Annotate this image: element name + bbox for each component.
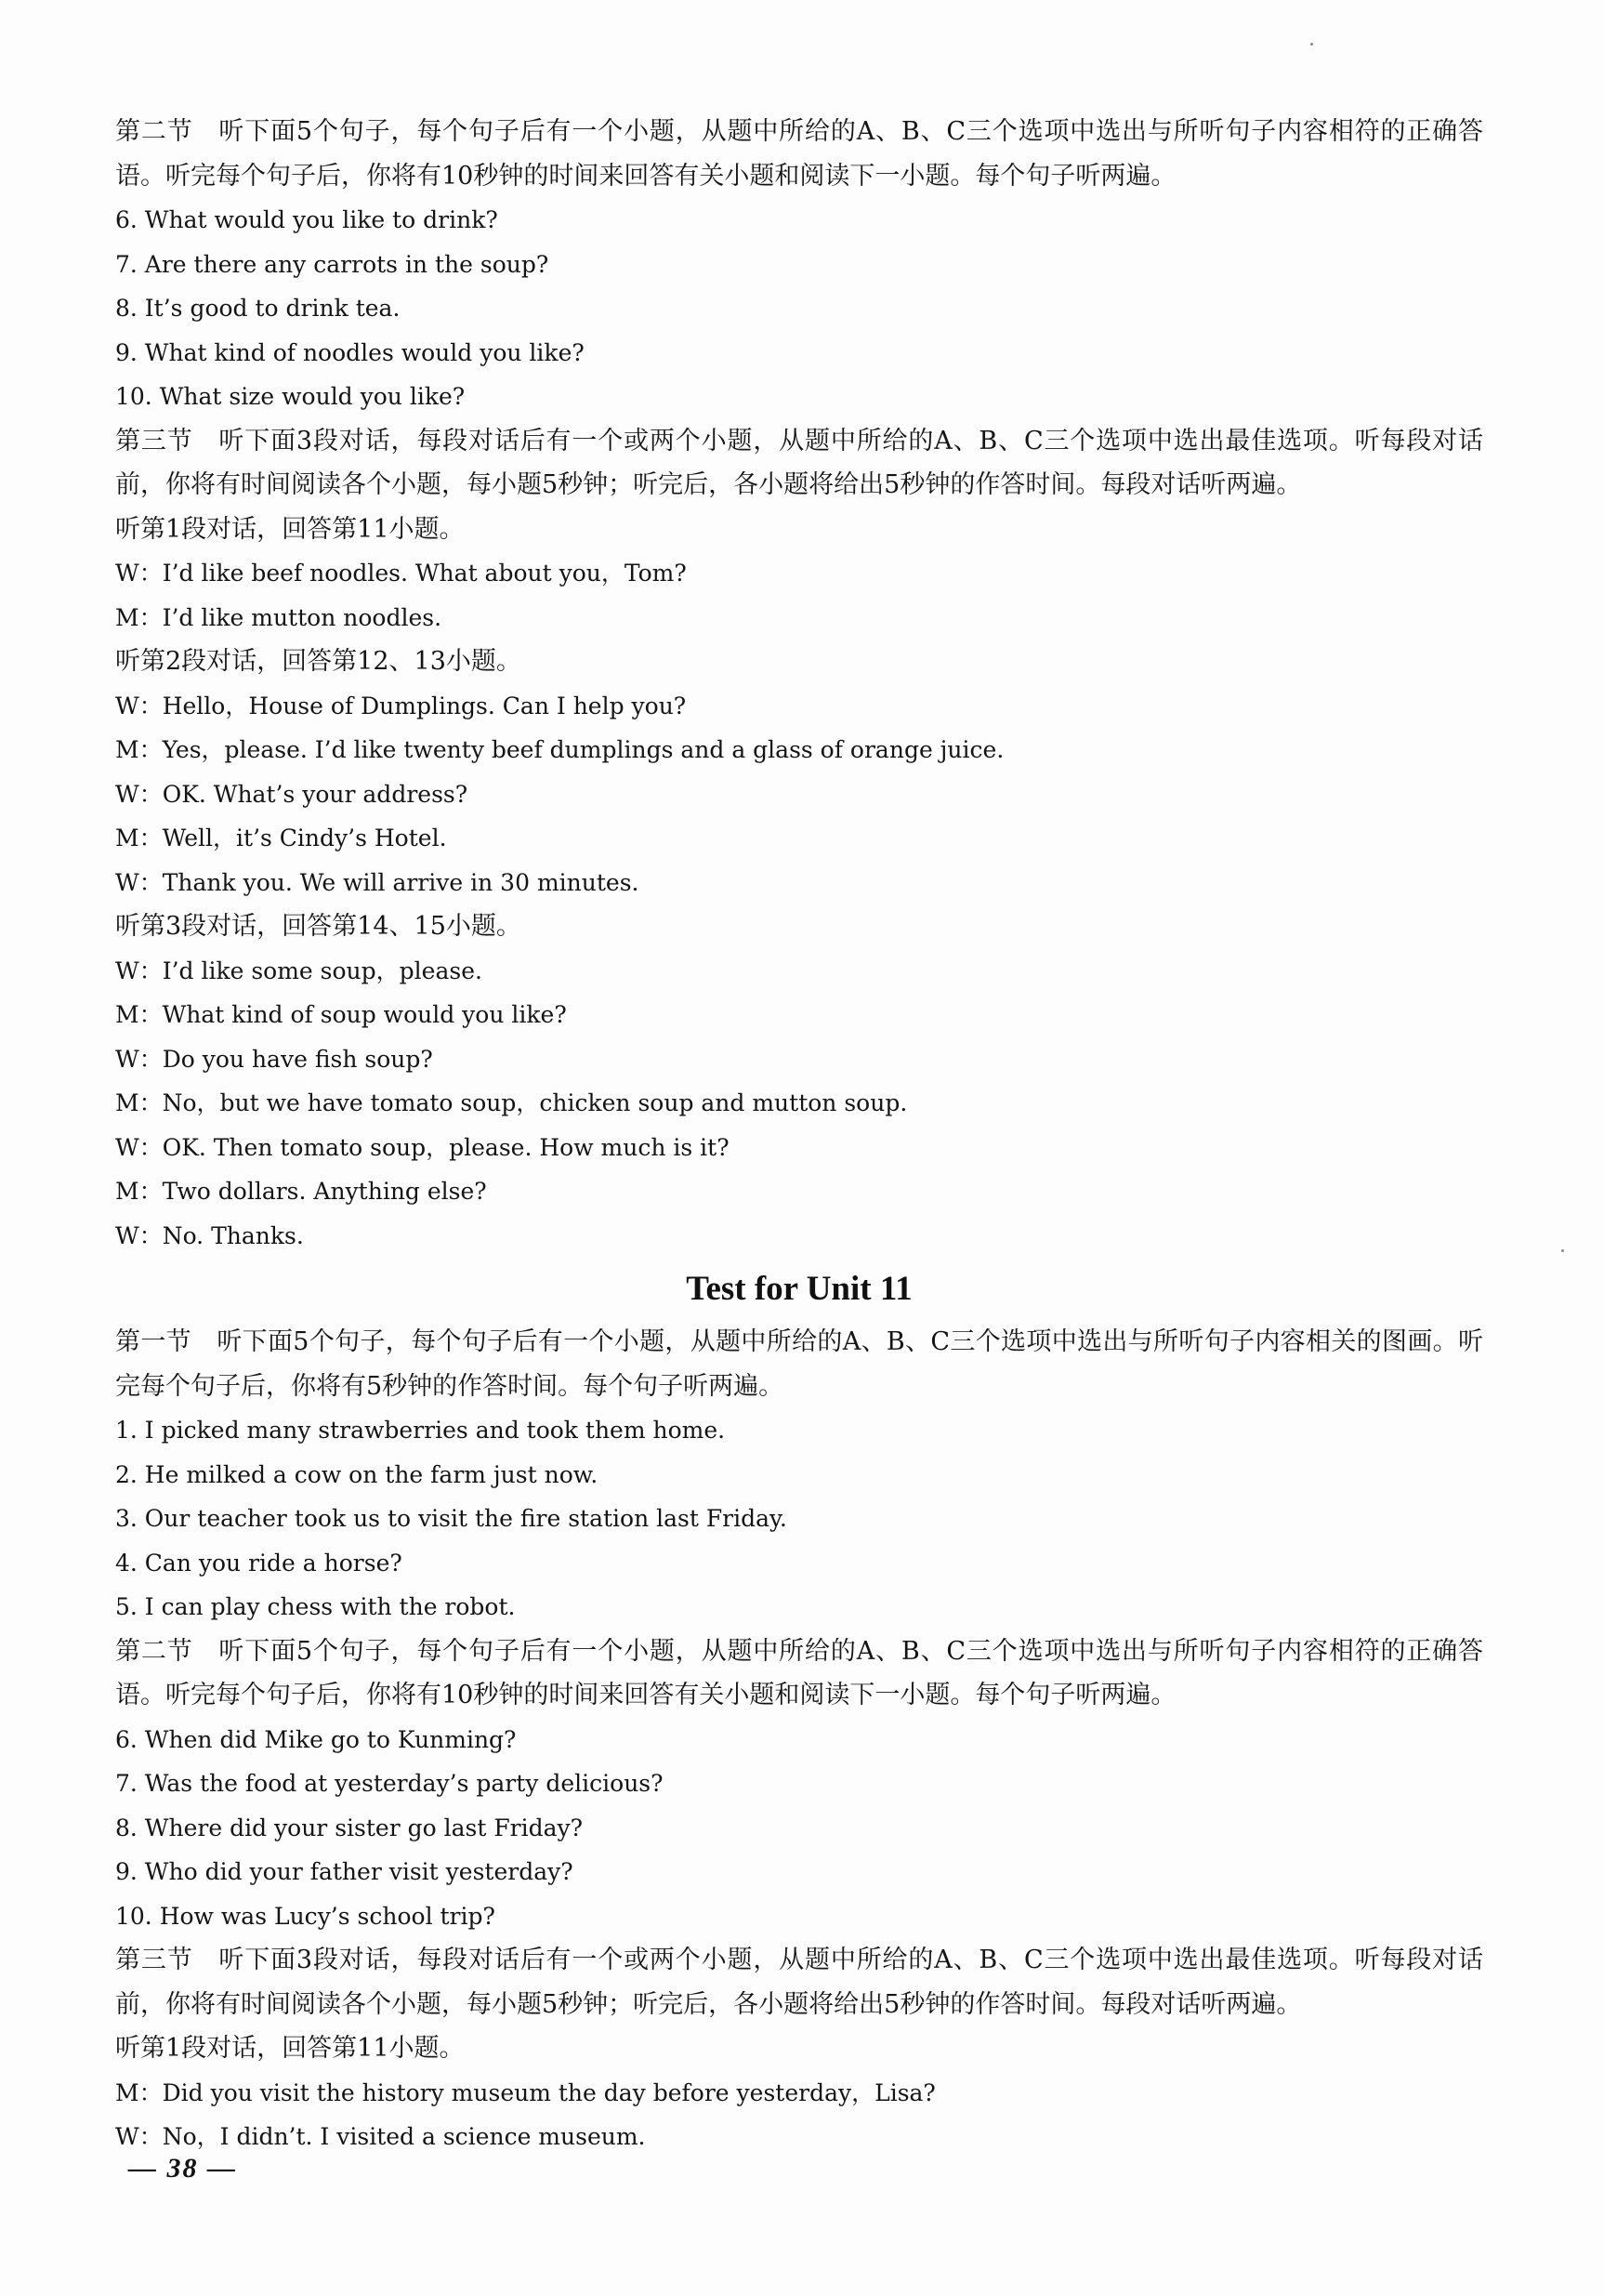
dialogue-line: W：Do you have fish soup? (115, 1045, 433, 1073)
unit10-section3-instruction: 第三节 听下面3段对话，每段对话后有一个或两个小题，从题中所给的A、B、C三个选项中选出最佳选项。听每段对话前，你将有时间阅读各个小题，每小题5秒钟；听完后，各小题将给出5秒钟的作答时间。每段对话听两遍。 (115, 426, 1483, 499)
sentence-9: 9. Who did your father visit yesterday? (115, 1858, 573, 1885)
unit11-section1-instruction: 第一节 听下面5个句子，每个句子后有一个小题，从题中所给的A、B、C三个选项中选出与所听句子内容相关的图画。听完每个句子后，你将有5秒钟的作答时间。每个句子听两遍。 (115, 1327, 1483, 1401)
page-number: — 38 — (128, 2153, 237, 2184)
unit10-dialogue3-heading: 听第3段对话，回答第14、15小题。 (115, 912, 521, 941)
sentence-5: 5. I can play chess with the robot. (115, 1593, 516, 1620)
sentence-1: 1. I picked many strawberries and took them home. (115, 1417, 726, 1444)
dialogue-line: M：I’d like mutton noodles. (115, 603, 442, 631)
scan-speck (1310, 43, 1313, 46)
unit11-dialogue1-heading: 听第1段对话，回答第11小题。 (115, 2034, 465, 2063)
dialogue-line: W：I’d like beef noodles. What about you，Tom? (115, 560, 687, 587)
sentence-10: 10. How was Lucy’s school trip? (115, 1902, 495, 1930)
sentence-2: 2. He milked a cow on the farm just now. (115, 1460, 598, 1488)
dialogue-line: M：No，but we have tomato soup，chicken soup and mutton soup. (115, 1089, 908, 1116)
dialogue-line: M：Yes，please. I’d like twenty beef dumplings and a glass of orange juice. (115, 736, 1005, 763)
sentence-6: 6. When did Mike go to Kunming? (115, 1725, 517, 1753)
dialogue-line: W：No，I didn’t. I visited a science museum. (115, 2123, 646, 2150)
sentence-4: 4. Can you ride a horse? (115, 1549, 402, 1577)
sentence-8: 8. It’s good to drink tea. (115, 295, 401, 322)
sentence-7: 7. Was the food at yesterday’s party delicious? (115, 1770, 664, 1797)
dialogue-line: M：Well，it’s Cindy’s Hotel. (115, 825, 447, 851)
sentence-10: 10. What size would you like? (115, 383, 466, 410)
unit11-section3-instruction: 第三节 听下面3段对话，每段对话后有一个或两个小题，从题中所给的A、B、C三个选项中选出最佳选项。听每段对话前，你将有时间阅读各个小题，每小题5秒钟；听完后，各小题将给出5秒钟的作答时间。每段对话听两遍。 (115, 1946, 1483, 2019)
dialogue-line: M：Two dollars. Anything else? (115, 1178, 487, 1205)
dialogue-line: W：Hello，House of Dumplings. Can I help you? (115, 692, 687, 719)
unit10-dialogue1-heading: 听第1段对话，回答第11小题。 (115, 514, 465, 544)
unit11-section2-instruction: 第二节 听下面5个句子，每个句子后有一个小题，从题中所给的A、B、C三个选项中选出与所听句子内容相符的正确答语。听完每个句子后，你将有10秒钟的时间来回答有关小题和阅读下一小题。每个句子听两遍。 (115, 1636, 1483, 1709)
dialogue-line: W：OK. Then tomato soup，please. How much is it? (115, 1133, 730, 1161)
dialogue-line: W：Thank you. We will arrive in 30 minutes. (115, 868, 639, 896)
dialogue-line: M：What kind of soup would you like? (115, 1001, 567, 1028)
dialogue-line: W：I’d like some soup，please. (115, 957, 482, 984)
unit10-dialogue2-heading: 听第2段对话，回答第12、13小题。 (115, 647, 521, 676)
page-content (115, 110, 1483, 2159)
sentence-9: 9. What kind of noodles would you like? (115, 338, 585, 366)
unit10-section2-instruction: 第二节 听下面5个句子，每个句子后有一个小题，从题中所给的A、B、C三个选项中选出与所听句子内容相符的正确答语。听完每个句子后，你将有10秒钟的时间来回答有关小题和阅读下一小题。每个句子听两遍。 (115, 117, 1483, 191)
sentence-7: 7. Are there any carrots in the soup? (115, 250, 549, 278)
dialogue-line: W：OK. What’s your address? (115, 780, 468, 808)
sentence-3: 3. Our teacher took us to visit the fire station last Friday. (115, 1505, 787, 1532)
sentence-8: 8. Where did your sister go last Friday? (115, 1814, 584, 1841)
sentence-6: 6. What would you like to drink? (115, 206, 498, 233)
scan-speck (1561, 1249, 1564, 1252)
dialogue-line: M：Did you visit the history museum the day before yesterday，Lisa? (115, 2078, 936, 2106)
unit11-title: Test for Unit 11 (686, 1270, 913, 1308)
dialogue-line: W：No. Thanks. (115, 1221, 304, 1249)
